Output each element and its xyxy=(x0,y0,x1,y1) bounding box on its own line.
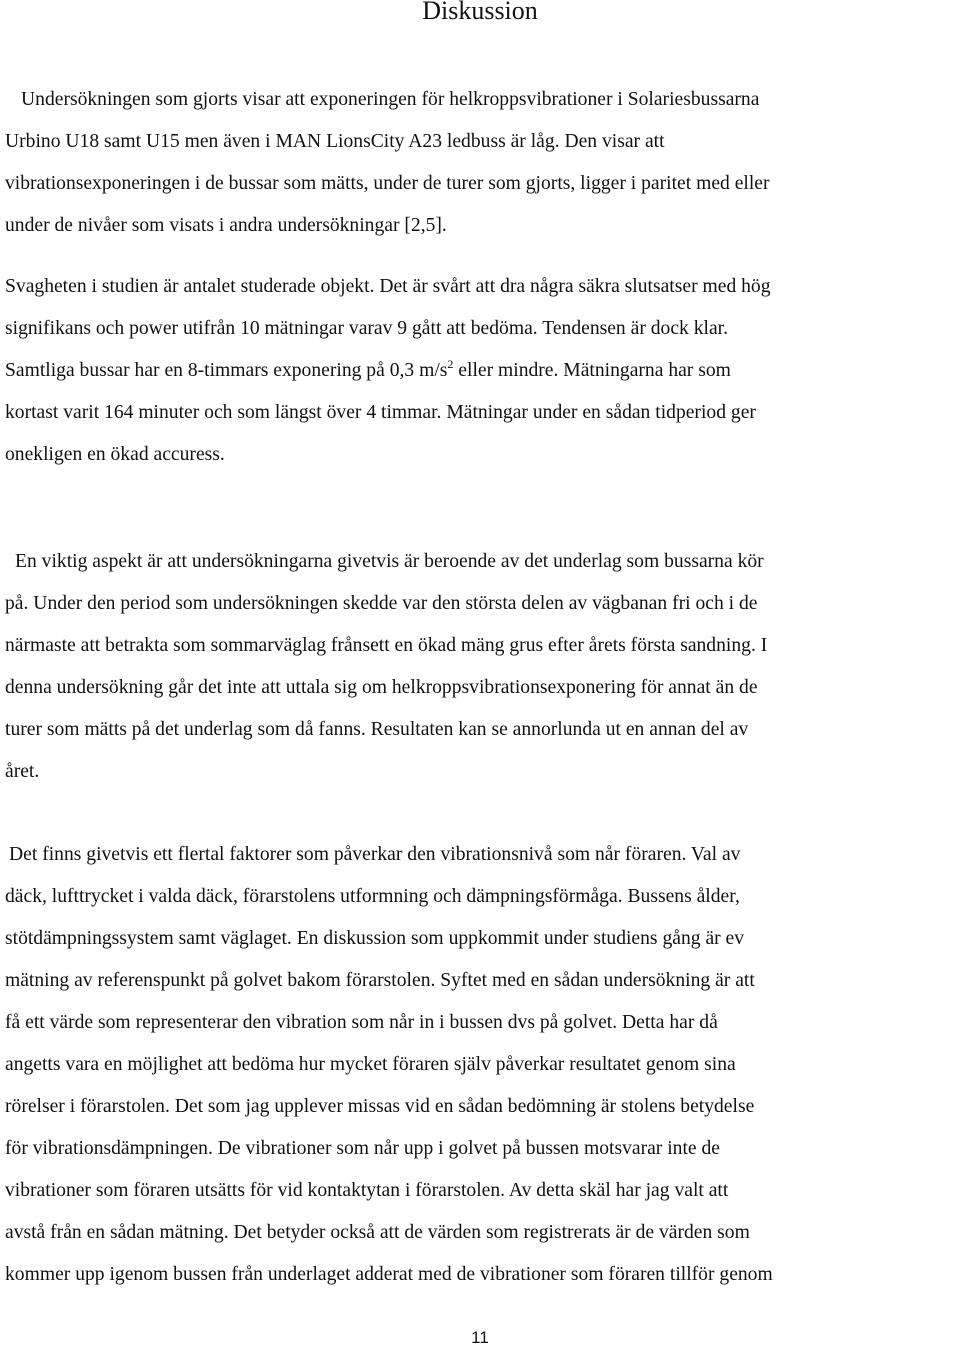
text-line: turer som mätts på det underlag som då fanns. Resultaten kan se annorlunda ut en annan del av xyxy=(5,719,749,740)
text-line: få ett värde som representerar den vibration som når in i bussen dvs på golvet. Detta har då xyxy=(5,1012,718,1033)
text-line: Svagheten i studien är antalet studerade objekt. Det är svårt att dra några säkra slutsatser med hög xyxy=(5,276,771,297)
text-line: Urbino U18 samt U15 men även i MAN LionsCity A23 ledbuss är låg. Den visar att xyxy=(5,131,665,152)
text-line: stötdämpningssystem samt väglaget. En diskussion som uppkommit under studiens gång är ev xyxy=(5,928,745,949)
text-line: En viktig aspekt är att undersökningarna givetvis är beroende av det underlag som bussarna kör xyxy=(15,551,764,572)
text-line: mätning av referenspunkt på golvet bakom förarstolen. Syftet med en sådan undersökning är att xyxy=(5,970,755,991)
text-line: på. Under den period som undersökningen skedde var den största delen av vägbanan fri och i de xyxy=(5,593,758,614)
superscript: 2 xyxy=(447,357,454,371)
text-line: kommer upp igenom bussen från underlaget adderat med de vibrationer som föraren tillför genom xyxy=(5,1264,773,1285)
text-line: kortast varit 164 minuter och som längst över 4 timmar. Mätningar under en sådan tidperiod ger xyxy=(5,402,756,423)
text-line: vibrationer som föraren utsätts för vid kontaktytan i förarstolen. Av detta skäl har jag valt att xyxy=(5,1180,729,1201)
text-segment: Samtliga bussar har en 8-timmars exponering på 0,3 m/s xyxy=(5,360,448,381)
text-line: vibrationsexponeringen i de bussar som mätts, under de turer som gjorts, ligger i paritet med eller xyxy=(5,173,770,194)
text-line xyxy=(5,350,960,392)
page-number: 11 xyxy=(471,1328,489,1347)
text-line: året. xyxy=(5,761,40,782)
text-line: närmaste att betrakta som sommarväglag frånsett en ökad mäng grus efter årets första sandning. I xyxy=(5,635,768,656)
text-line: denna undersökning går det inte att uttala sig om helkroppsvibrationsexponering för annat än de xyxy=(5,677,758,698)
paragraph-3 xyxy=(5,541,960,793)
text-line: angetts vara en möjlighet att bedöma hur mycket föraren själv påverkar resultatet genom sina xyxy=(5,1054,736,1075)
text-line: signifikans och power utifrån 10 mätningar varav 9 gått att bedöma. Tendensen är dock klar. xyxy=(5,318,729,339)
text-line: under de nivåer som visats i andra undersökningar [2,5]. xyxy=(5,215,447,236)
text-line: Det finns givetvis ett flertal faktorer som påverkar den vibrationsnivå som når föraren. Val av xyxy=(9,844,741,865)
text-line: för vibrationsdämpningen. De vibrationer som når upp i golvet på bussen motsvarar inte de xyxy=(5,1138,720,1159)
text-line: avstå från en sådan mätning. Det betyder också att de värden som registrerats är de värden som xyxy=(5,1222,750,1243)
paragraph-1 xyxy=(5,79,960,247)
text-line: rörelser i förarstolen. Det som jag upplever missas vid en sådan bedömning är stolens betydelse xyxy=(5,1096,755,1117)
text-line: däck, lufttrycket i valda däck, förarstolens utformning och dämpningsförmåga. Bussens ålder, xyxy=(5,886,740,907)
text-line: Undersökningen som gjorts visar att exponeringen för helkroppsvibrationer i Solariesbussarna xyxy=(21,89,760,110)
paragraph-4 xyxy=(5,834,960,1296)
text-segment: eller mindre. Mätningarna har som xyxy=(453,360,731,381)
paragraph-2 xyxy=(5,266,960,476)
section-heading: Diskussion xyxy=(422,0,538,25)
text-line: onekligen en ökad accuress. xyxy=(5,444,225,465)
